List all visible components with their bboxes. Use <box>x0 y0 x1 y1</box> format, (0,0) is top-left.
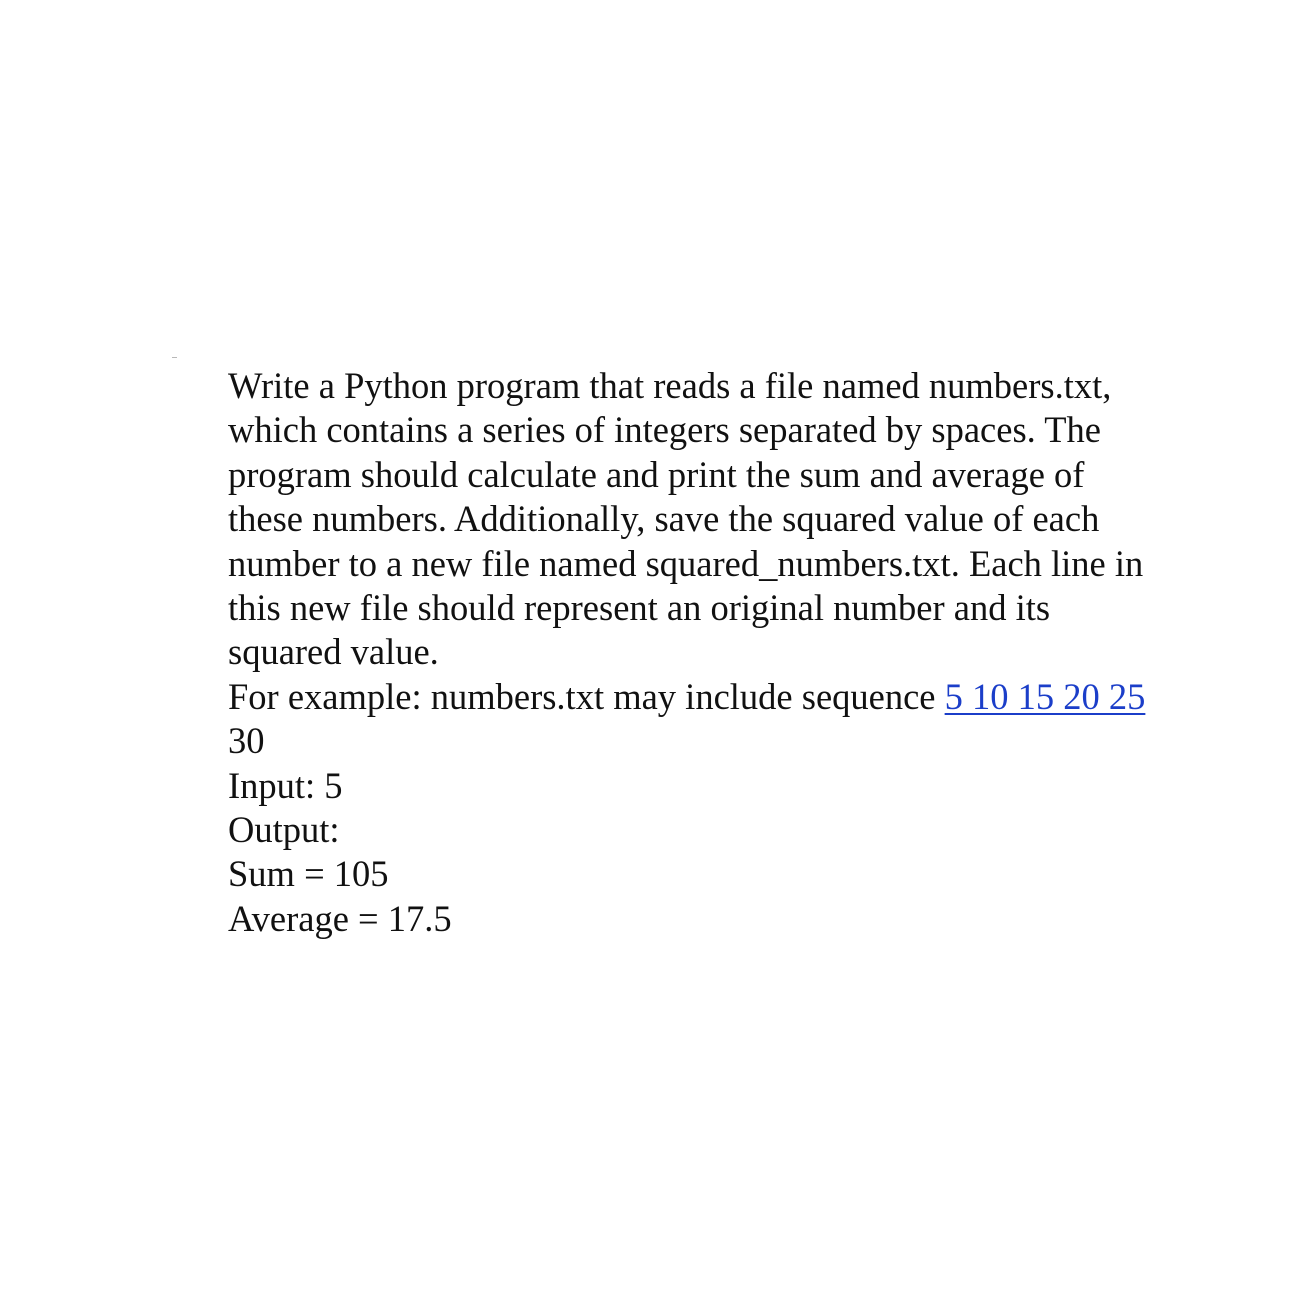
sum-line: Sum = 105 <box>228 853 389 895</box>
example-line <box>228 675 1148 764</box>
input-line: Input: 5 <box>228 764 343 806</box>
problem-paragraph: Write a Python program that reads a file named numbers.txt, which contains a series of integers separated by spaces. The program should calculate and print the sum and average of these numbers. Additionally, save the squared value of each number to a new file named squared_numbers.txt. Each line in this new file should represent an original number and its squared value. <box>228 365 1144 673</box>
example-sequence-link[interactable]: 5 10 15 20 25 <box>944 675 1146 717</box>
example-suffix: 30 <box>228 720 265 762</box>
problem-statement <box>228 364 1148 941</box>
margin-tick-mark <box>172 357 177 358</box>
average-line: Average = 17.5 <box>228 897 452 939</box>
example-prefix: For example: numbers.txt may include sequence <box>228 675 945 717</box>
output-label: Output: <box>228 809 340 851</box>
